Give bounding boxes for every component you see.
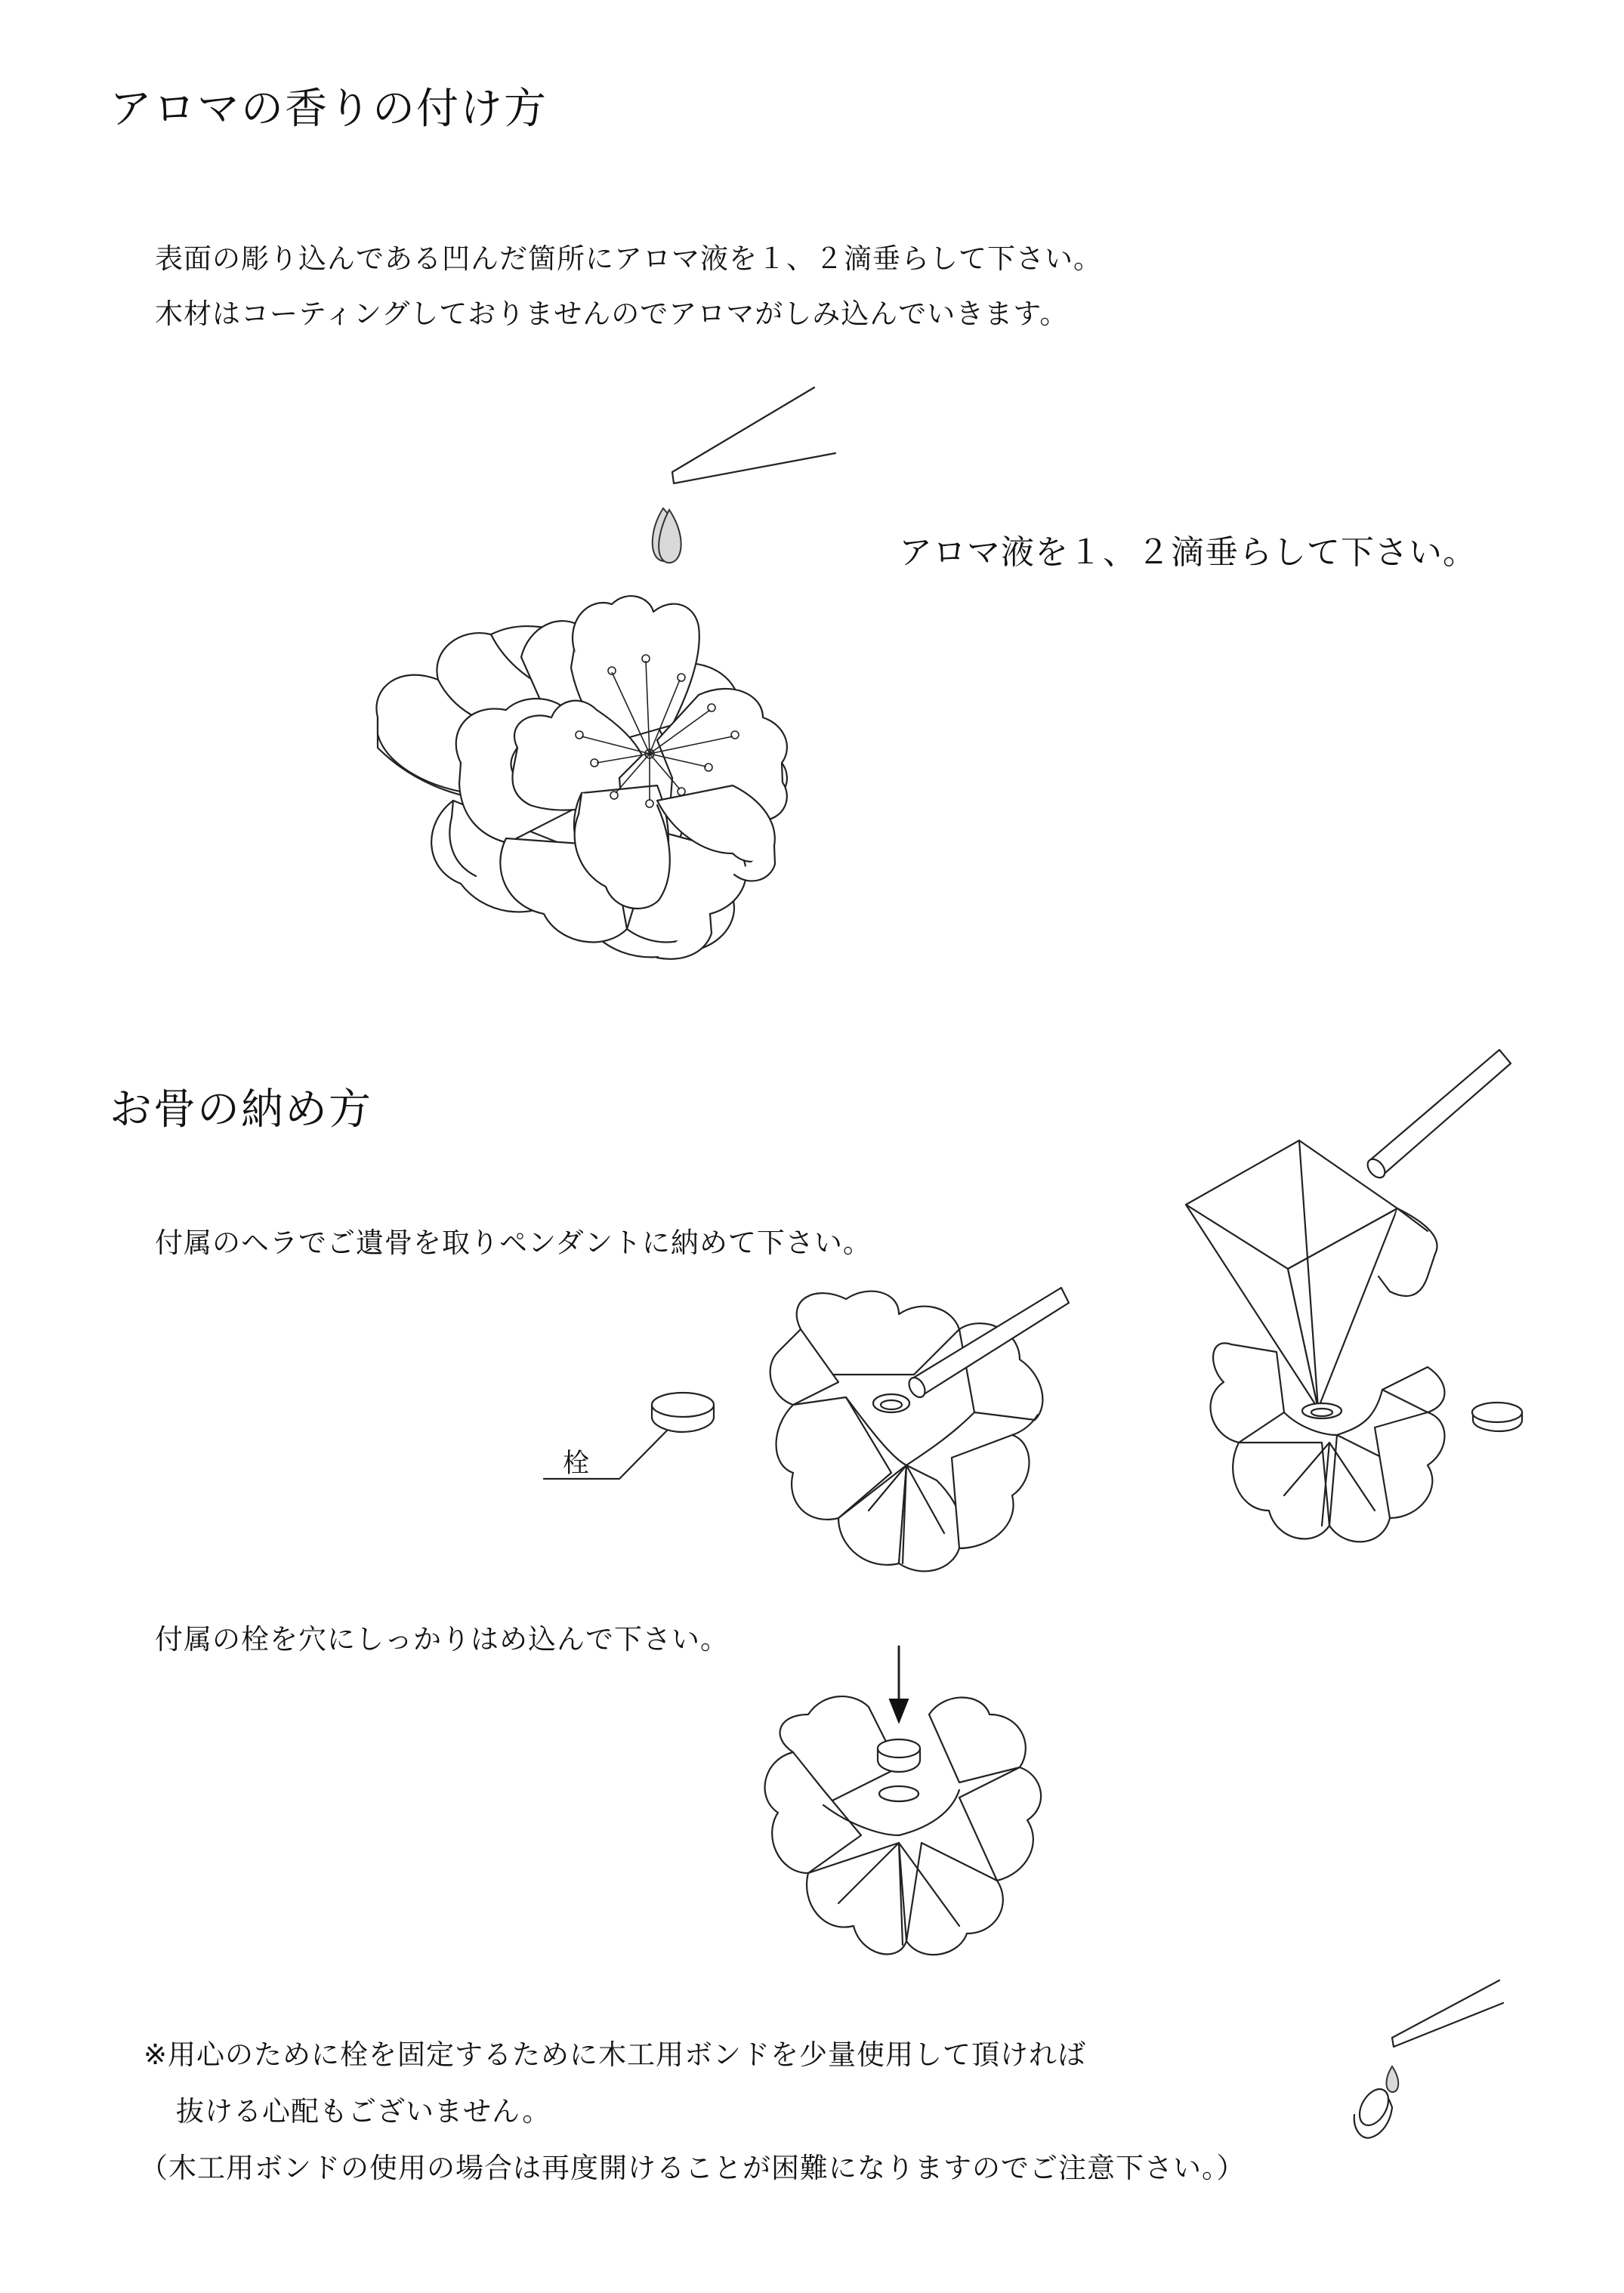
glue-illustration [1348,1979,1507,2145]
plug-small [1354,2084,1394,2137]
bone-section-title: お骨の納め方 [110,1085,372,1134]
plug-illustration [646,1390,721,1435]
note-line-3: （木工用ボンドの使用の場合は再度開けることが困難になりますのでご注意下さい。） [140,2152,1246,2184]
aroma-dropper-illustration [634,381,861,578]
spatula-in-funnel [1364,1050,1511,1296]
funnel [1186,1140,1397,1418]
dropper-tip [672,387,835,483]
aroma-drop-icon [653,508,681,563]
sakura-pendant-illustration [355,574,846,982]
insert-arrow-icon [890,1646,908,1722]
aroma-instruction-line-2: 木材はコーティングしておりませんのでアロマがしみ込んでいきます。 [155,298,1069,330]
pendant-back-closed [765,1696,1042,1955]
aroma-callout: アロマ液を１、２滴垂らして下さい。 [899,533,1477,572]
funnel-filling-illustration [1178,1050,1518,1609]
note-line-1: ※用心のために栓を固定するために木工用ボンドを少量使用して頂ければ [144,2038,1086,2071]
aroma-section-title: アロマの香りの付け方 [110,85,548,134]
pendant-with-spatula-illustration [755,1284,1095,1586]
step2-instruction: 付属の栓を穴にしっかりはめ込んで下さい。 [155,1623,729,1656]
step1-instruction: 付属のヘラでご遺骨を取りペンダントに納めて下さい。 [155,1227,872,1259]
plug-label: 栓 [563,1449,590,1479]
note-line-2: 抜ける心配もございません。 [176,2095,551,2128]
glue-drop-icon [1387,2066,1399,2092]
glue-nozzle [1392,1980,1503,2047]
plug-insert-illustration [748,1646,1065,1979]
aroma-instruction-line-1: 表面の彫り込んである凹んだ箇所にアロマ液を１、２滴垂らして下さい。 [155,242,1102,275]
plug-beside-pendant [1472,1403,1522,1431]
